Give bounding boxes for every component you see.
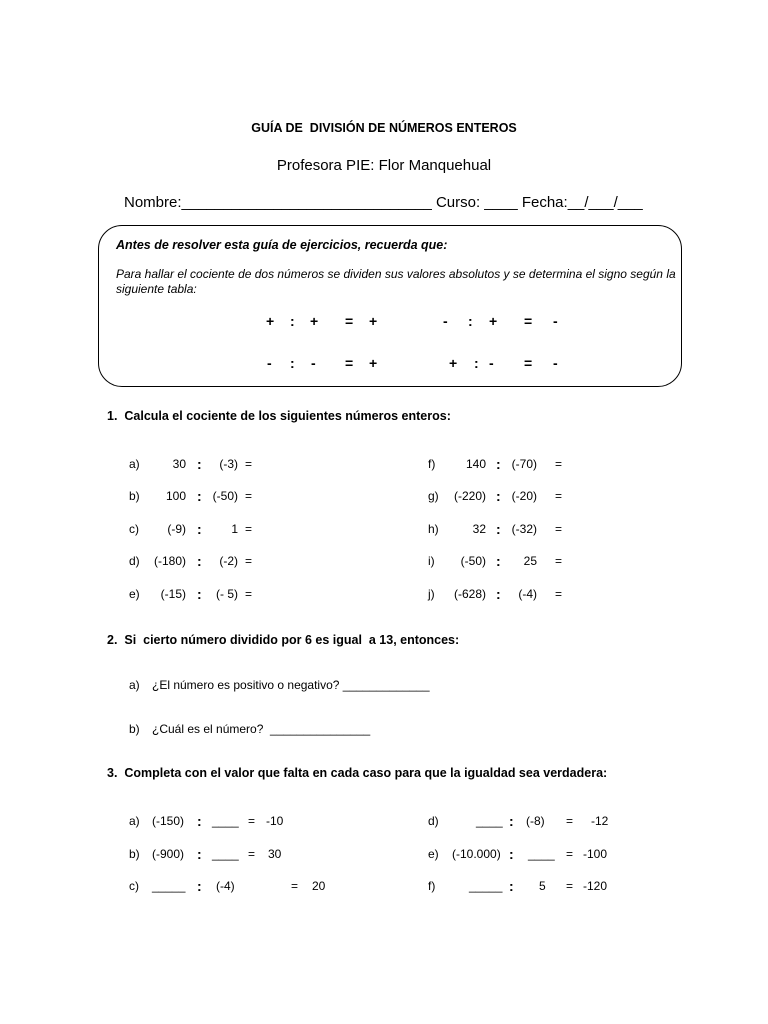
equals-sign: =	[555, 522, 563, 536]
result: 20	[312, 879, 326, 893]
division-sign: :	[496, 586, 501, 602]
equals-sign: =	[245, 587, 253, 601]
divisor: (-70)	[511, 457, 537, 471]
divisor: (-4)	[216, 879, 235, 893]
rule-sign: +	[266, 313, 275, 329]
equals-sign: =	[555, 489, 563, 503]
item-label: j)	[428, 587, 435, 601]
equals-sign: =	[566, 814, 574, 828]
dividend: (-9)	[167, 522, 186, 536]
item-label: f)	[428, 457, 436, 471]
result: -120	[583, 879, 608, 893]
item-label: h)	[428, 522, 439, 536]
division-sign: :	[197, 488, 202, 504]
divisor: ____	[528, 847, 555, 861]
dividend: (-220)	[453, 489, 486, 503]
item-text: ¿Cuál es el número? _______________	[152, 722, 371, 736]
equals-sign: =	[248, 847, 256, 861]
divisor: (-20)	[511, 489, 537, 503]
rule-sign: +	[449, 355, 458, 371]
equals-sign: =	[566, 879, 574, 893]
divisor: (- 5)	[216, 587, 238, 601]
divisor: ____	[212, 814, 239, 828]
item-label: b)	[129, 847, 140, 861]
rule-sign: +	[369, 313, 378, 329]
division-sign: :	[496, 553, 501, 569]
divisor: 1	[231, 522, 238, 536]
rule-sign: =	[524, 355, 533, 371]
equals-sign: =	[555, 587, 563, 601]
equals-sign: =	[566, 847, 574, 861]
dividend: (-15)	[160, 587, 186, 601]
item-label: c)	[129, 879, 139, 893]
item-label: f)	[428, 879, 436, 893]
division-sign: :	[509, 813, 514, 829]
item-label: a)	[129, 814, 140, 828]
result: -100	[583, 847, 608, 861]
rule-sign: +	[310, 313, 319, 329]
rule-sign: :	[290, 355, 295, 371]
student-info-line: Nombre:______________________________ Curso: ____ Fecha:__/___/___	[124, 194, 643, 211]
rule-sign: :	[468, 313, 473, 329]
item-label: a)	[129, 457, 140, 471]
divisor: (-3)	[219, 457, 238, 471]
divisor: 25	[523, 554, 537, 568]
item-label: d)	[428, 814, 439, 828]
rule-sign: -	[489, 355, 494, 371]
dividend: 30	[172, 457, 186, 471]
division-sign: :	[197, 521, 202, 537]
division-sign: :	[197, 813, 202, 829]
equals-sign: =	[291, 879, 299, 893]
item-label: b)	[129, 489, 140, 503]
equals-sign: =	[245, 522, 253, 536]
divisor: 5	[539, 879, 546, 893]
equals-sign: =	[555, 554, 563, 568]
equals-sign: =	[245, 457, 253, 471]
rule-sign: +	[369, 355, 378, 371]
rules-heading: Antes de resolver esta guía de ejercicios, recuerda que:	[116, 238, 448, 252]
rule-sign: :	[290, 313, 295, 329]
rule-sign: -	[553, 313, 558, 329]
dividend: (-10.000)	[452, 847, 501, 861]
divisor: (-4)	[518, 587, 537, 601]
item-label: g)	[428, 489, 439, 503]
rule-sign: :	[474, 355, 479, 371]
equals-sign: =	[555, 457, 563, 471]
rule-sign: -	[553, 355, 558, 371]
divisor: (-50)	[212, 489, 238, 503]
division-sign: :	[197, 553, 202, 569]
equals-sign: =	[245, 489, 253, 503]
division-sign: :	[197, 456, 202, 472]
rule-sign: =	[524, 313, 533, 329]
page-title: GUÍA DE DIVISIÓN DE NÚMEROS ENTEROS	[251, 121, 517, 135]
result: -10	[266, 814, 284, 828]
item-label: d)	[129, 554, 140, 568]
item-label: e)	[428, 847, 439, 861]
item-text: ¿El número es positivo o negativo? _____________	[152, 678, 430, 692]
dividend: (-150)	[152, 814, 185, 828]
rule-sign: -	[267, 355, 272, 371]
dividend: _____	[469, 879, 503, 893]
divisor: ____	[212, 847, 239, 861]
dividend: (-50)	[460, 554, 486, 568]
division-sign: :	[496, 456, 501, 472]
equals-sign: =	[248, 814, 256, 828]
question-1-title: 1. Calcula el cociente de los siguientes números enteros:	[107, 409, 451, 423]
item-label: a)	[129, 678, 140, 692]
item-label: c)	[129, 522, 139, 536]
dividend: ____	[476, 814, 503, 828]
division-sign: :	[496, 521, 501, 537]
dividend: 140	[465, 457, 486, 471]
item-label: e)	[129, 587, 140, 601]
question-2-title: 2. Si cierto número dividido por 6 es igual a 13, entonces:	[107, 633, 460, 647]
rule-sign: +	[489, 313, 498, 329]
dividend: (-180)	[153, 554, 186, 568]
equals-sign: =	[245, 554, 253, 568]
dividend: 100	[165, 489, 186, 503]
result: 30	[268, 847, 282, 861]
teacher-subtitle: Profesora PIE: Flor Manquehual	[276, 157, 492, 174]
result: -12	[591, 814, 609, 828]
question-3-title: 3. Completa con el valor que falta en cada caso para que la igualdad sea verdadera:	[107, 766, 608, 780]
divisor: (-8)	[526, 814, 545, 828]
division-sign: :	[496, 488, 501, 504]
rule-sign: =	[345, 355, 354, 371]
dividend: (-900)	[152, 847, 185, 861]
rules-text: Para hallar el cociente de dos números se dividen sus valores absolutos y se determina el signo según la siguiente tabla:	[116, 267, 676, 296]
divisor: (-32)	[511, 522, 537, 536]
dividend: (-628)	[453, 587, 486, 601]
rule-sign: =	[345, 313, 354, 329]
dividend: _____	[152, 879, 186, 893]
dividend: 32	[472, 522, 486, 536]
division-sign: :	[197, 586, 202, 602]
item-label: i)	[428, 554, 435, 568]
division-sign: :	[509, 846, 514, 862]
rule-sign: -	[443, 313, 448, 329]
rule-sign: -	[311, 355, 316, 371]
division-sign: :	[197, 846, 202, 862]
division-sign: :	[509, 878, 514, 894]
division-sign: :	[197, 878, 202, 894]
divisor: (-2)	[219, 554, 238, 568]
item-label: b)	[129, 722, 140, 736]
